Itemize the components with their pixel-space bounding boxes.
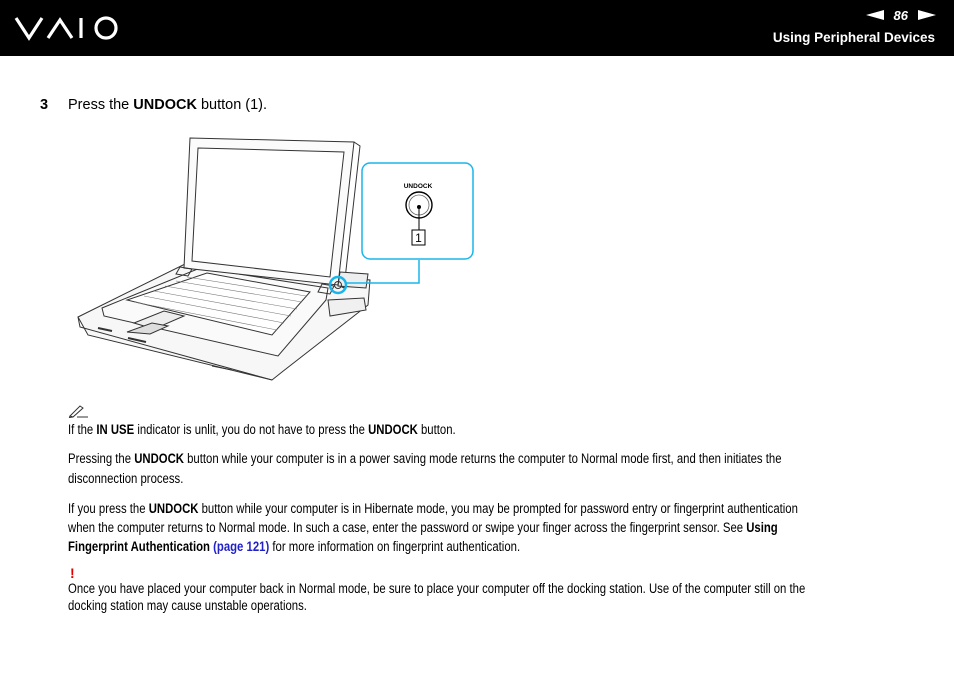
callout-undock-label: UNDOCK xyxy=(403,183,433,190)
note-paragraph-2-line-2: disconnection process. xyxy=(68,471,184,486)
callout-number: 1 xyxy=(415,231,422,245)
page-navigation xyxy=(866,6,936,24)
vaio-logo xyxy=(14,14,122,42)
note-paragraph-3: If you press the UNDOCK button while your computer is in Hibernate mode, you may be prompted for password entry or fingerprint authentication xyxy=(68,501,798,516)
header-bar xyxy=(0,0,954,56)
warning-line-1: Once you have placed your computer back in Normal mode, be sure to place your computer off the docking station. Use of the computer still on the xyxy=(68,581,806,596)
note-paragraph-3-line-2: when the computer returns to Normal mode. In such a case, enter the password or swipe your finger across the fingerprint sensor. See Using xyxy=(68,520,778,535)
laptop-docking-illustration xyxy=(72,130,477,390)
warning-line-2: docking station may cause unstable operations. xyxy=(68,598,307,613)
step-number: 3 xyxy=(40,97,49,113)
note-line-1: If the IN USE indicator is unlit, you do not have to press the UNDOCK button. xyxy=(68,422,456,437)
warning-icon: ! xyxy=(70,565,75,581)
section-title: Using Peripheral Devices xyxy=(772,30,935,45)
page-number: 86 xyxy=(893,7,908,23)
next-page-icon[interactable] xyxy=(918,10,936,20)
undock-button-name: UNDOCK xyxy=(133,97,197,113)
previous-page-icon[interactable] xyxy=(866,10,884,20)
page-121-link[interactable]: (page 121) xyxy=(213,539,270,554)
step-instruction: 3 Press the UNDOCK button (1). xyxy=(40,97,268,113)
pencil-note-icon xyxy=(68,404,90,418)
note-paragraph-2: Pressing the UNDOCK button while your computer is in a power saving mode returns the computer to Normal mode first, and then initiates the xyxy=(68,451,782,466)
note-paragraph-3-line-3: Fingerprint Authentication (page 121) for more information on fingerprint authentication. xyxy=(68,539,521,554)
